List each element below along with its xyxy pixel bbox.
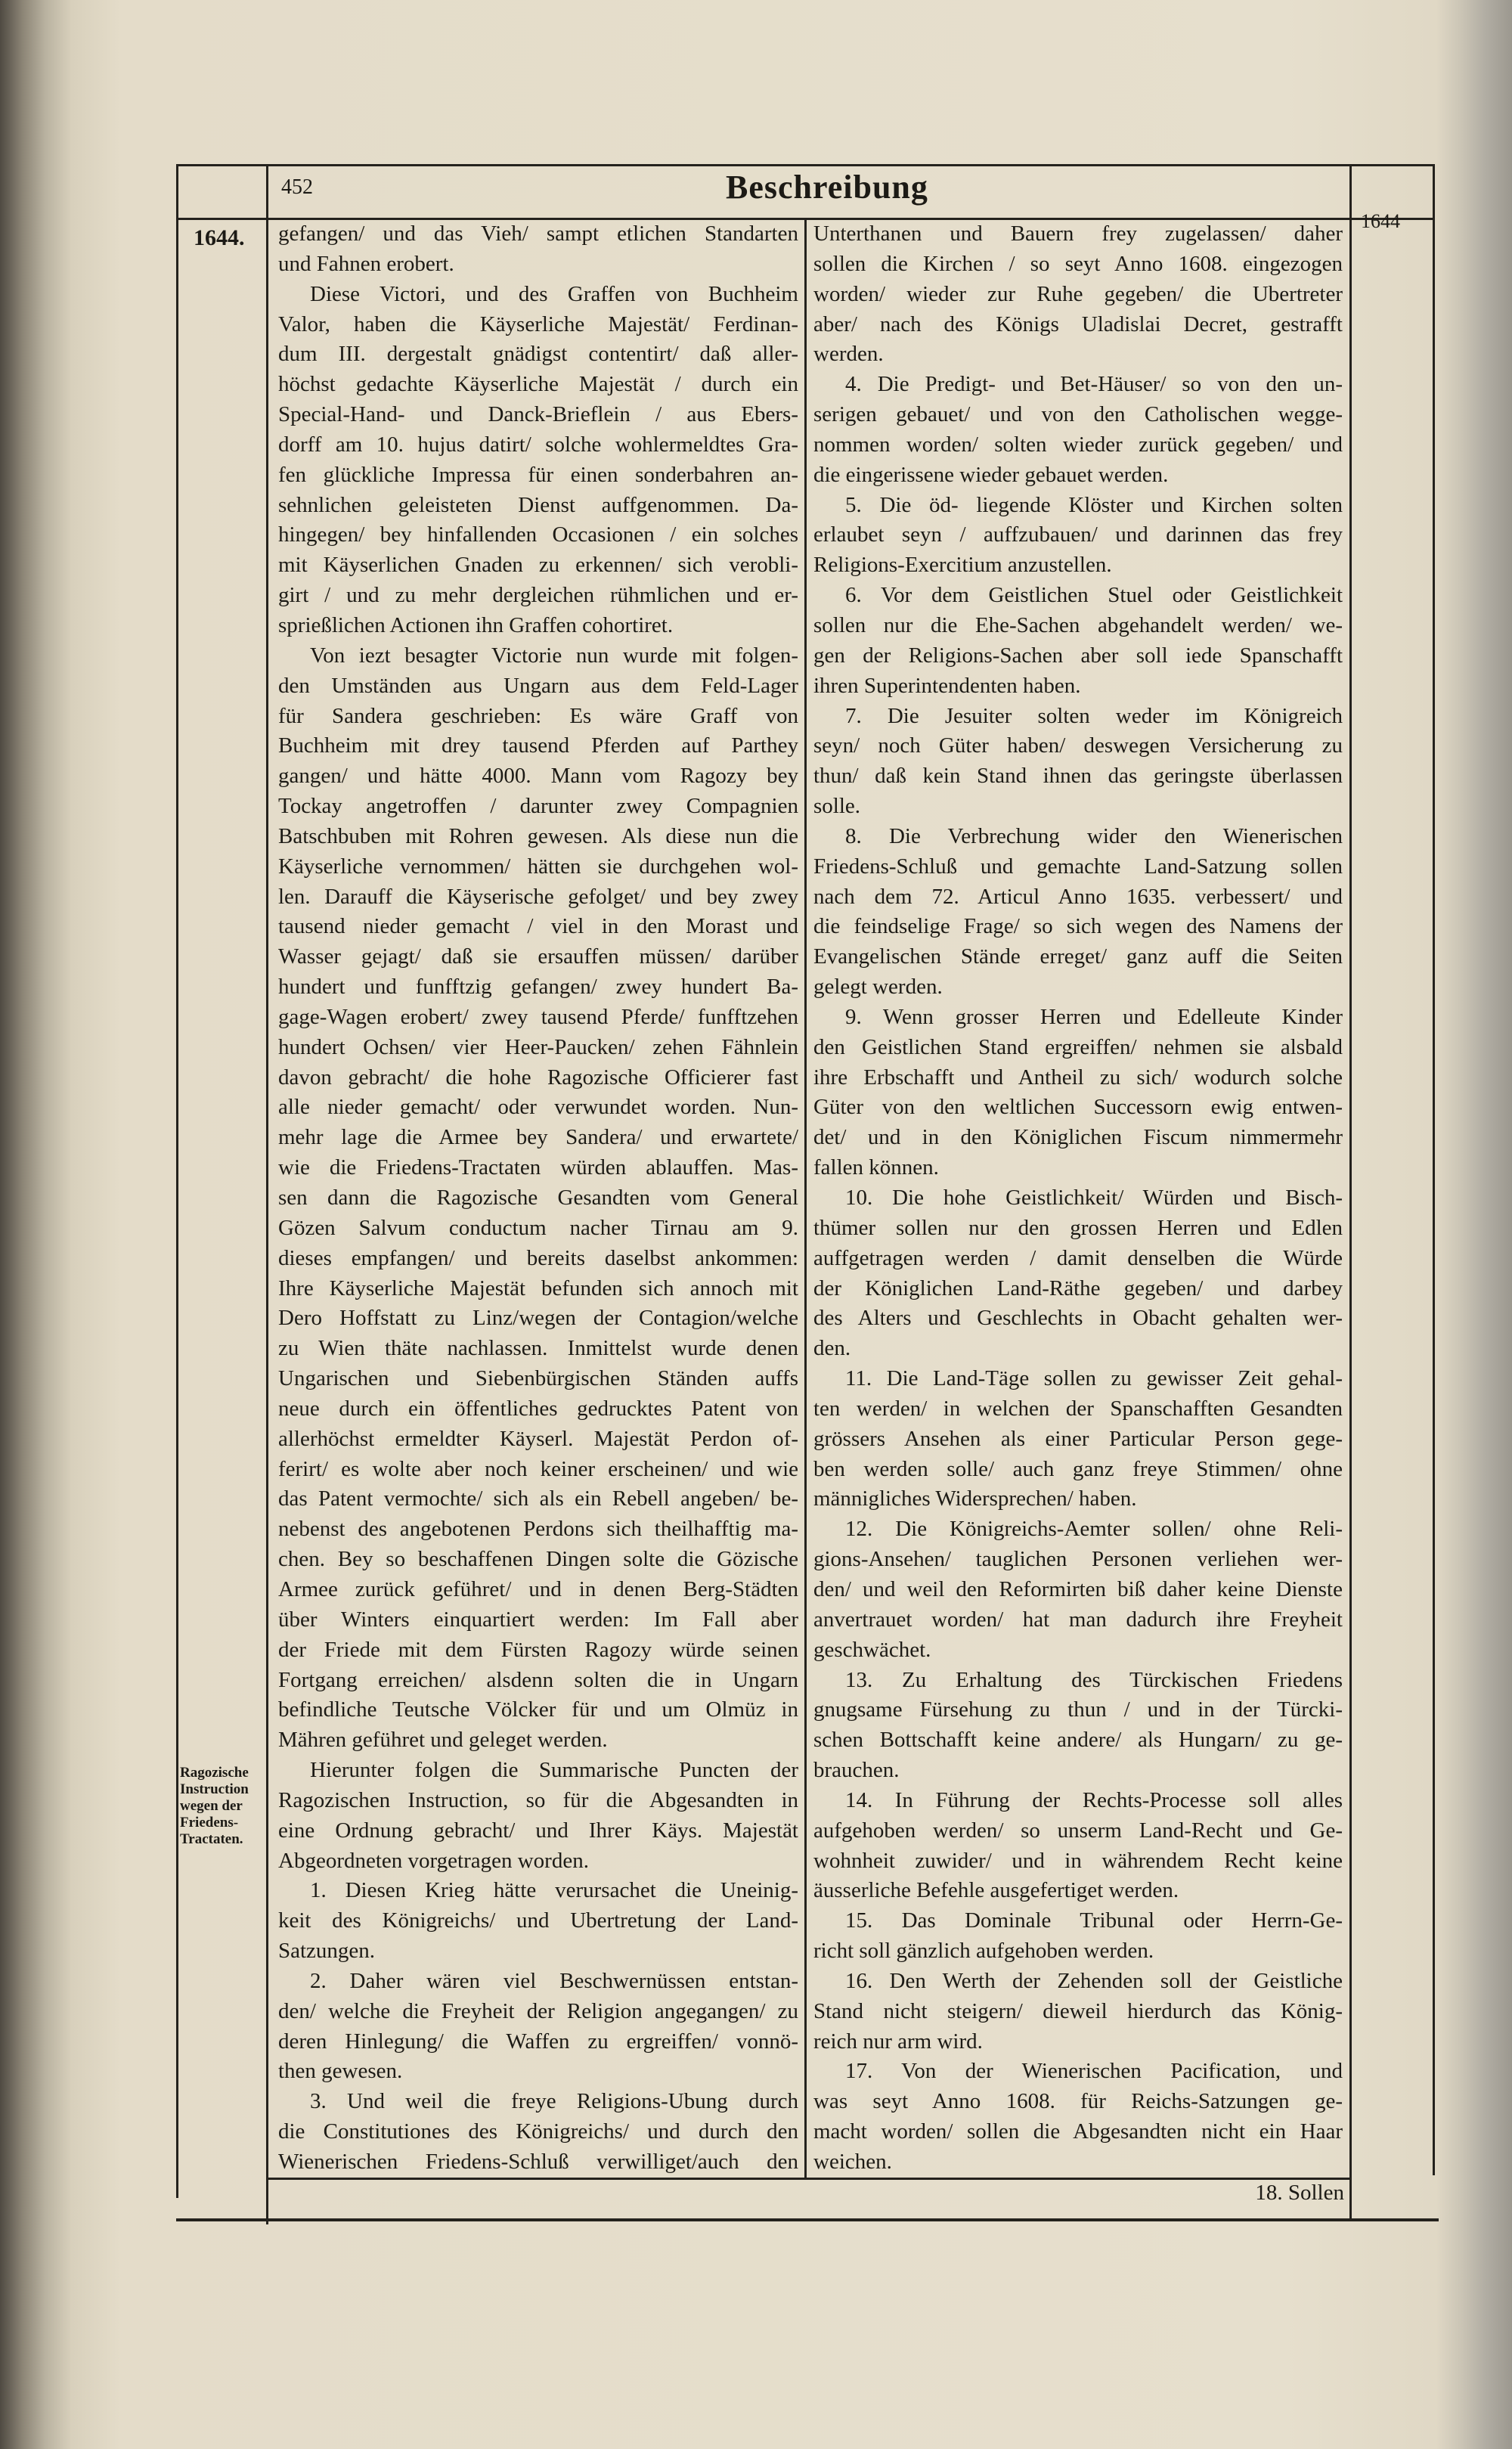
text-line: das Patent vermochte/ sich als ein Rebell angeben/ be- <box>278 1486 798 1511</box>
text-line: schen Bottschafft keine andere/ als Hungarn/ zu ge- <box>813 1728 1343 1753</box>
text-line: aber/ nach des Königs Uladislai Decret, gestrafft <box>813 312 1343 336</box>
text-line: neue durch ein öffentliches gedrucktes Patent von <box>278 1396 798 1421</box>
text-line: wohnheit zuwider/ und in währendem Recht keine <box>813 1848 1343 1873</box>
column-divider-rule <box>804 219 807 2179</box>
paragraph <box>813 1786 1343 1906</box>
text-line: Satzungen. <box>278 1939 376 1964</box>
text-line: macht worden/ sollen die Abgesandten nicht ein Haar <box>813 2119 1343 2144</box>
text-line: sen dann die Ragozische Gesandten vom General <box>278 1186 798 1210</box>
text-line: sehnlichen geleisteten Dienst auffgenommen. Da- <box>278 492 798 517</box>
text-line: grössers Ansehen als einer Particular Person gege- <box>813 1426 1343 1451</box>
text-line: ihren Superintendenten haben. <box>813 673 1081 698</box>
text-line: 13. Zu Erhaltung des Türckischen Friedens <box>845 1667 1343 1692</box>
text-line: 4. Die Predigt- und Bet-Häuser/ so von den un- <box>845 372 1343 397</box>
left-text-column <box>278 219 798 2178</box>
text-line: Friedens-Schluß und gemachte Land-Satzung sollen <box>813 854 1343 879</box>
text-line: geschwächet. <box>813 1637 931 1662</box>
text-line: Wasser gejagt/ daß sie ersauffen müssen/ darüber <box>278 944 798 969</box>
text-line: die eingerissene wieder gebauet werden. <box>813 462 1169 487</box>
text-line: Gözen Salvum conductum nacher Tirnau am 9. <box>278 1215 798 1240</box>
running-title: Beschreibung <box>726 169 928 206</box>
paragraph <box>813 1666 1343 1786</box>
paragraph <box>813 2057 1343 2177</box>
margin-note-line: Instruction <box>180 1781 249 1797</box>
text-line: der Friede mit dem Fürsten Ragozy würde seinen <box>278 1637 798 1662</box>
text-line: solle. <box>813 794 861 819</box>
text-bottom-rule <box>266 2178 1352 2180</box>
text-line: den/ und weil den Reformirten biß daher keine Dienste <box>813 1576 1343 1601</box>
paragraph <box>278 1756 798 1876</box>
text-line: alle nieder gemacht/ oder verwundet worden. Nun- <box>278 1095 798 1120</box>
text-line: sollen die Kirchen / so seyt Anno 1608. eingezogen <box>813 251 1343 276</box>
text-line: Evangelischen Stände erreget/ ganz auff die Seiten <box>813 944 1343 969</box>
text-line: Armee zurück geführet/ und in denen Berg-Städten <box>278 1576 798 1601</box>
paragraph <box>813 702 1343 822</box>
paragraph <box>278 1967 798 2087</box>
text-line: reich nur arm wird. <box>813 2029 983 2054</box>
text-line: den. <box>813 1336 851 1361</box>
text-line: chen. Bey so beschaffenen Dingen solte die Gözische <box>278 1547 798 1572</box>
text-line: 5. Die öd- liegende Klöster und Kirchen solten <box>845 492 1343 517</box>
text-line: girt / und zu mehr dergleichen rühmlichen und er- <box>278 583 798 608</box>
text-line: den Umständen aus Ungarn aus dem Feld-Lager <box>278 673 798 698</box>
text-line: fen glückliche Impressa für einen sonderbahren an- <box>278 462 798 487</box>
text-line: sollen nur die Ehe-Sachen abgehandelt werden/ we- <box>813 612 1343 637</box>
text-line: 11. Die Land-Täge sollen zu gewisser Zeit gehal- <box>845 1366 1343 1391</box>
text-line: ben werden solle/ auch ganz freye Stimmen/ ohne <box>813 1456 1343 1481</box>
margin-note-line: wegen der <box>180 1798 243 1814</box>
text-line: ferirt/ es wolte aber noch keiner erscheinen/ und wie <box>278 1456 798 1481</box>
text-line: deren Hinlegung/ die Waffen zu ergreiffen/ vonnö- <box>278 2029 798 2054</box>
text-line: mit Käyserlichen Gnaden zu erkennen/ sich verobli- <box>278 553 798 578</box>
text-line: Batschbuben mit Rohren gewesen. Als diese nun die <box>278 823 798 848</box>
text-line: Valor, haben die Käyserliche Majestät/ Ferdinan- <box>278 312 798 336</box>
paragraph <box>278 280 798 641</box>
text-line: wie die Friedens-Tractaten würden ablauffen. Mas- <box>278 1155 798 1180</box>
text-line: ten werden/ in welchen der Spanschafften Gesandten <box>813 1396 1343 1421</box>
margin-note-line: Ragozische <box>180 1765 249 1781</box>
text-line: brauchen. <box>813 1758 900 1783</box>
text-line: eine Ordnung gebracht/ und Ihrer Käys. Majestät <box>278 1818 798 1843</box>
text-line: gelegt werden. <box>813 975 943 1000</box>
text-line: die Constitutiones des Königreichs/ und durch den <box>278 2119 798 2144</box>
text-line: fallen können. <box>813 1155 939 1180</box>
text-line: über Winters einquartiert werden: Im Fall aber <box>278 1607 798 1632</box>
text-line: werden. <box>813 342 884 367</box>
paragraph <box>278 641 798 1756</box>
text-line: befindliche Teutsche Völcker für und um Olmüz in <box>278 1697 798 1722</box>
page-number: 452 <box>281 175 313 199</box>
paragraph <box>278 2087 798 2178</box>
text-line: dum III. dergestalt gnädigst contentirt/ daß aller- <box>278 342 798 367</box>
text-line: seyn/ noch Güter haben/ deswegen Versicherung zu <box>813 733 1343 758</box>
text-line: 10. Die hohe Geistlichkeit/ Würden und Bisch- <box>845 1186 1343 1210</box>
text-line: nebenst des angebotenen Perdons sich theilhafftig ma- <box>278 1517 798 1542</box>
margin-note-line: Tractaten. <box>180 1831 243 1847</box>
text-line: 17. Von der Wienerischen Pacification, und <box>845 2059 1343 2084</box>
text-line: Fortgang erreichen/ alsdenn solten die in Ungarn <box>278 1667 798 1692</box>
frame-left-outer-rule <box>176 164 178 2198</box>
text-line: 14. In Führung der Rechts-Processe soll alles <box>845 1787 1343 1812</box>
text-line: 9. Wenn grosser Herren und Edelleute Kinder <box>845 1004 1343 1029</box>
text-line: Mähren geführet und geleget werden. <box>278 1728 608 1753</box>
text-line: des Alters und Geschlechts in Obacht gehalten wer- <box>813 1306 1343 1331</box>
text-line: Güter von den weltlichen Successorn ewig entwen- <box>813 1095 1343 1120</box>
text-line: der Königlichen Land-Räthe gegeben/ und darbey <box>813 1276 1343 1300</box>
text-line: len. Darauff die Käyserische gefolget/ und bey zwey <box>278 884 798 909</box>
text-line: 2. Daher wären viel Beschwernüssen entstan- <box>310 1968 798 1993</box>
text-line: Ungarischen und Siebenbürgischen Ständen auffs <box>278 1366 798 1391</box>
paragraph <box>813 1364 1343 1514</box>
text-line: 15. Das Dominale Tribunal oder Herrn-Ge- <box>845 1908 1343 1933</box>
frame-bottom-rule <box>176 2218 1439 2221</box>
text-line: auffgetragen werden / damit denselben die Würde <box>813 1245 1343 1270</box>
text-line: serigen gebauet/ und von den Catholischen wegge- <box>813 402 1343 427</box>
right-text-column <box>813 219 1343 2178</box>
paragraph <box>813 822 1343 1003</box>
text-line: anvertrauet worden/ hat man dadurch ihre Freyheit <box>813 1607 1343 1632</box>
text-line: sprießlichen Actionen ihn Graffen cohortiret. <box>278 612 674 637</box>
text-line: erlaubet seyn / auffzubauen/ und darinnen das frey <box>813 522 1343 547</box>
paragraph <box>813 1967 1343 2057</box>
text-line: männigliches Widersprechen/ haben. <box>813 1486 1137 1511</box>
margin-note-line: Friedens- <box>180 1815 239 1831</box>
text-line: Special-Hand- und Danck-Brieflein / aus Ebers- <box>278 402 798 427</box>
paragraph <box>813 1906 1343 1967</box>
text-line: gage-Wagen erobert/ zwey tausend Pferde/ funfftzehen <box>278 1004 798 1029</box>
text-line: allerhöchst ermeldter Käyserl. Majestät Perdon of- <box>278 1426 798 1451</box>
text-line: 12. Die Königreichs-Aemter sollen/ ohne Reli- <box>845 1517 1343 1542</box>
text-line: Stand nicht steigern/ dieweil hierdurch das König- <box>813 1998 1343 2023</box>
text-line: Ihre Käyserliche Majestät befunden sich annoch mit <box>278 1276 798 1300</box>
paragraph <box>813 1183 1343 1364</box>
text-line: und Fahnen erobert. <box>278 251 454 276</box>
text-line: hundert Ochsen/ vier Heer-Paucken/ zehen Fähnlein <box>278 1034 798 1059</box>
text-line: 1. Diesen Krieg hätte verursachet die Uneinig- <box>310 1878 798 1903</box>
text-line: was seyt Anno 1608. für Reichs-Satzungen ge- <box>813 2089 1343 2114</box>
text-line: richt soll gänzlich aufgehoben werden. <box>813 1939 1154 1964</box>
frame-top-rule <box>176 164 1435 166</box>
text-line: ihre Erbschafft und Antheil zu sich/ wodurch solche <box>813 1065 1343 1090</box>
text-line: 3. Und weil die freye Religions-Ubung durch <box>310 2089 798 2114</box>
paragraph <box>813 581 1343 701</box>
text-line: 6. Vor dem Geistlichen Stuel oder Geistlichkeit <box>845 583 1343 608</box>
frame-right-outer-rule <box>1433 164 1435 2175</box>
text-line: tausend nieder gemacht / viel in den Morast und <box>278 914 798 939</box>
text-line: gen der Religions-Sachen aber soll iede Spanschafft <box>813 643 1343 668</box>
margin-year-right: 1644 <box>1361 210 1400 232</box>
text-line: then gewesen. <box>278 2059 403 2084</box>
text-line: davon gebracht/ die hohe Ragozische Officierer fast <box>278 1065 798 1090</box>
text-line: 8. Die Verbrechung wider den Wienerischen <box>845 823 1343 848</box>
text-line: den Geistlichen Stand ergreiffen/ nehmen sie alsbald <box>813 1034 1343 1059</box>
text-line: Ragozischen Instruction, so für die Abgesandten in <box>278 1787 798 1812</box>
text-line: gefangen/ und das Vieh/ sampt etlichen Standarten <box>278 222 798 246</box>
text-line: Tockay angetroffen / darunter zwey Compagnien <box>278 794 798 819</box>
text-line: 7. Die Jesuiter solten weder im Königreich <box>845 703 1343 728</box>
text-line: det/ und in den Königlichen Fiscum nimmermehr <box>813 1125 1343 1150</box>
text-line: nommen worden/ solten wieder zurück gegeben/ und <box>813 432 1343 457</box>
text-line: zu Wien thäte nachlassen. Inmittelst wurde denen <box>278 1336 798 1361</box>
text-line: äusserliche Befehle ausgefertiget werden. <box>813 1878 1179 1903</box>
text-line: gnugsame Fürsehung zu thun / und in der Türcki- <box>813 1697 1343 1722</box>
text-line: weichen. <box>813 2150 892 2174</box>
frame-right-inner-rule <box>1349 164 1352 2219</box>
paragraph <box>278 1876 798 1967</box>
text-line: Hierunter folgen die Summarische Puncten der <box>310 1758 798 1783</box>
margin-note <box>180 1765 265 1848</box>
text-line: für Sandera geschrieben: Es wäre Graff von <box>278 703 798 728</box>
paragraph <box>813 1003 1343 1183</box>
text-line: dorff am 10. hujus datirt/ solche wohlermeldtes Gra- <box>278 432 798 457</box>
paragraph <box>813 1514 1343 1665</box>
text-line: thun/ daß kein Stand ihnen das geringste überlassen <box>813 764 1343 789</box>
text-line: Wienerischen Friedens-Schluß verwilliget/auch den <box>278 2150 798 2174</box>
text-line: den/ welche die Freyheit der Religion angegangen/ zu <box>278 1998 798 2023</box>
text-line: Abgeordneten vorgetragen worden. <box>278 1848 589 1873</box>
margin-inner-rule <box>266 164 268 2224</box>
text-line: die feindselige Frage/ so sich wegen des Namens der <box>813 914 1343 939</box>
text-line: worden/ wieder zur Ruhe gegeben/ die Ubertreter <box>813 281 1343 306</box>
text-line: höchst gedachte Käyserliche Majestät / durch ein <box>278 372 798 397</box>
text-line: dieses empfangen/ und bereits daselbst ankommen: <box>278 1245 798 1270</box>
paragraph <box>813 219 1343 370</box>
text-line: aufgehoben werden/ so unserm Land-Recht und Ge- <box>813 1818 1343 1843</box>
text-line: hingegen/ bey hinfallenden Occasionen / ein solches <box>278 522 798 547</box>
text-line: gangen/ und hätte 4000. Mann vom Ragozy bey <box>278 764 798 789</box>
text-line: Von iezt besagter Victorie nun wurde mit folgen- <box>310 643 798 668</box>
text-line: mehr lage die Armee bey Sandera/ und erwartete/ <box>278 1125 798 1150</box>
text-line: Buchheim mit drey tausend Pferden auf Parthey <box>278 733 798 758</box>
text-line: nach dem 72. Articul Anno 1635. verbessert/ und <box>813 884 1343 909</box>
paragraph <box>813 370 1343 490</box>
text-line: Unterthanen und Bauern frey zugelassen/ daher <box>813 222 1343 246</box>
paragraph <box>278 219 798 280</box>
text-line: gions-Ansehen/ tauglichen Personen verliehen wer- <box>813 1547 1343 1572</box>
text-line: keit des Königreichs/ und Ubertretung der Land- <box>278 1908 798 1933</box>
text-line: Diese Victori, und des Graffen von Buchheim <box>310 281 798 306</box>
text-line: Dero Hoffstatt zu Linz/wegen der Contagion/welche <box>278 1306 798 1331</box>
text-line: hundert und funfftzig gefangen/ zwey hundert Ba- <box>278 975 798 1000</box>
margin-year-left: 1644. <box>194 225 245 250</box>
paragraph <box>813 491 1343 581</box>
text-line: 16. Den Werth der Zehenden soll der Geistliche <box>845 1968 1343 1993</box>
text-line: Käyserliche vernommen/ hätten sie durchgehen wol- <box>278 854 798 879</box>
catchword: 18. Sollen <box>1255 2181 1344 2205</box>
text-line: thümer sollen nur den grossen Herren und Edlen <box>813 1215 1343 1240</box>
text-line: Religions-Exercitium anzustellen. <box>813 553 1112 578</box>
